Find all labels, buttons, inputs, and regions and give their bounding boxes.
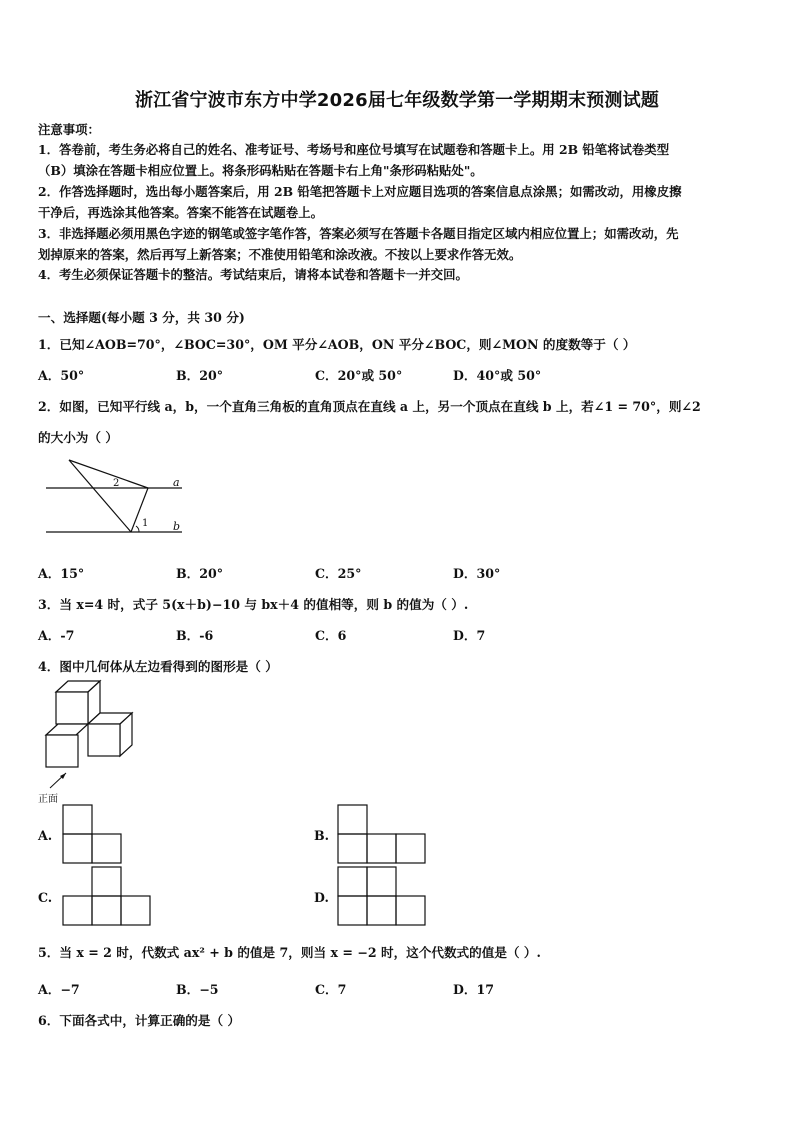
- q3-option-b: B．-6: [176, 628, 214, 643]
- q3-option-a: A．-7: [38, 628, 75, 643]
- notice-line: 1．答卷前，考生务必将自己的姓名、准考证号、考场号和座位号填写在试题卷和答题卡上。用 2B 铅笔将试卷类型: [38, 142, 670, 157]
- line-a-label: a: [173, 476, 180, 489]
- q4-option-c-label: C.: [38, 890, 53, 905]
- q1-option-c: C．20°或 50°: [315, 368, 403, 383]
- q4-option-d-label: D.: [314, 890, 329, 905]
- q4-option-c-figure: [62, 866, 154, 928]
- q3-option-d: D．7: [453, 628, 486, 643]
- notice-heading: 注意事项：: [38, 122, 100, 137]
- notice-line: 3．非选择题必须用黑色字迹的钢笔或签字笔作答，答案必须写在答题卡各题目指定区域内相应位置上；如需改动，先: [38, 226, 679, 241]
- notice-line: 4．考生必须保证答题卡的整洁。考试结束后，请将本试卷和答题卡一并交回。: [38, 267, 468, 282]
- line-b-label: b: [173, 520, 181, 533]
- question-5-stem: 5．当 x = 2 时，代数式 ax² + b 的值是 7，则当 x = −2 时，这个代数式的值是（ ）.: [38, 945, 541, 960]
- q4-option-a-label: A.: [38, 828, 53, 843]
- q1-option-b: B．20°: [176, 368, 224, 383]
- q5-option-d: D．17: [453, 982, 495, 997]
- notice-line: 干净后，再选涂其他答案。答案不能答在试题卷上。: [38, 205, 323, 220]
- q2-option-b: B．20°: [176, 566, 224, 581]
- q2-figure: [40, 456, 200, 541]
- question-4-stem: 4．图中几何体从左边看得到的图形是（ ）: [38, 659, 278, 674]
- section-heading: 一、选择题(每小题 3 分，共 30 分): [38, 310, 245, 325]
- q4-option-d-figure: [337, 866, 429, 928]
- question-3-stem: 3．当 x=4 时，式子 5(x＋b)−10 与 bx＋4 的值相等，则 b 的值为（ ）.: [38, 597, 469, 612]
- q1-option-d: D．40°或 50°: [453, 368, 542, 383]
- q2-option-a: A．15°: [38, 566, 85, 581]
- q5-option-c: C．7: [315, 982, 347, 997]
- angle-1-label: 1: [142, 518, 149, 529]
- notice-line: 划掉原来的答案，然后再写上新答案；不准使用铅笔和涂改液。不按以上要求作答无效。: [38, 247, 522, 262]
- q5-option-a: A．−7: [38, 982, 80, 997]
- notice-line: （B）填涂在答题卡相应位置上。将条形码粘贴在答题卡右上角"条形码粘贴处"。: [38, 163, 483, 178]
- q4-option-b-label: B.: [314, 828, 330, 843]
- q3-option-c: C．6: [315, 628, 347, 643]
- q4-option-b-figure: [337, 804, 429, 866]
- question-1-stem: 1．已知∠AOB=70°，∠BOC=30°，OM 平分∠AOB，ON 平分∠BOC，则∠MON 的度数等于（ ）: [38, 337, 636, 352]
- q4-option-a-figure: [62, 804, 126, 866]
- q1-option-a: A．50°: [38, 368, 85, 383]
- page-title: 浙江省宁波市东方中学2026届七年级数学第一学期期末预测试题: [134, 90, 660, 111]
- question-2-stem: 2．如图，已知平行线 a，b，一个直角三角板的直角顶点在直线 a 上，另一个顶点在直线 b 上，若∠1 = 70°，则∠2: [38, 399, 701, 414]
- q2-option-c: C．25°: [315, 566, 362, 581]
- notice-line: 2．作答选择题时，选出每小题答案后，用 2B 铅笔把答题卡上对应题目选项的答案信息点涂黑；如需改动，用橡皮擦: [38, 184, 682, 199]
- angle-2-label: 2: [113, 478, 120, 489]
- front-view-label: 正面: [38, 794, 58, 805]
- q4-solid-figure: [40, 680, 150, 800]
- q2-option-d: D．30°: [453, 566, 501, 581]
- question-2-stem-cont: 的大小为（ ）: [38, 430, 118, 445]
- q5-option-b: B．−5: [176, 982, 219, 997]
- question-6-stem: 6．下面各式中，计算正确的是（ ）: [38, 1013, 241, 1028]
